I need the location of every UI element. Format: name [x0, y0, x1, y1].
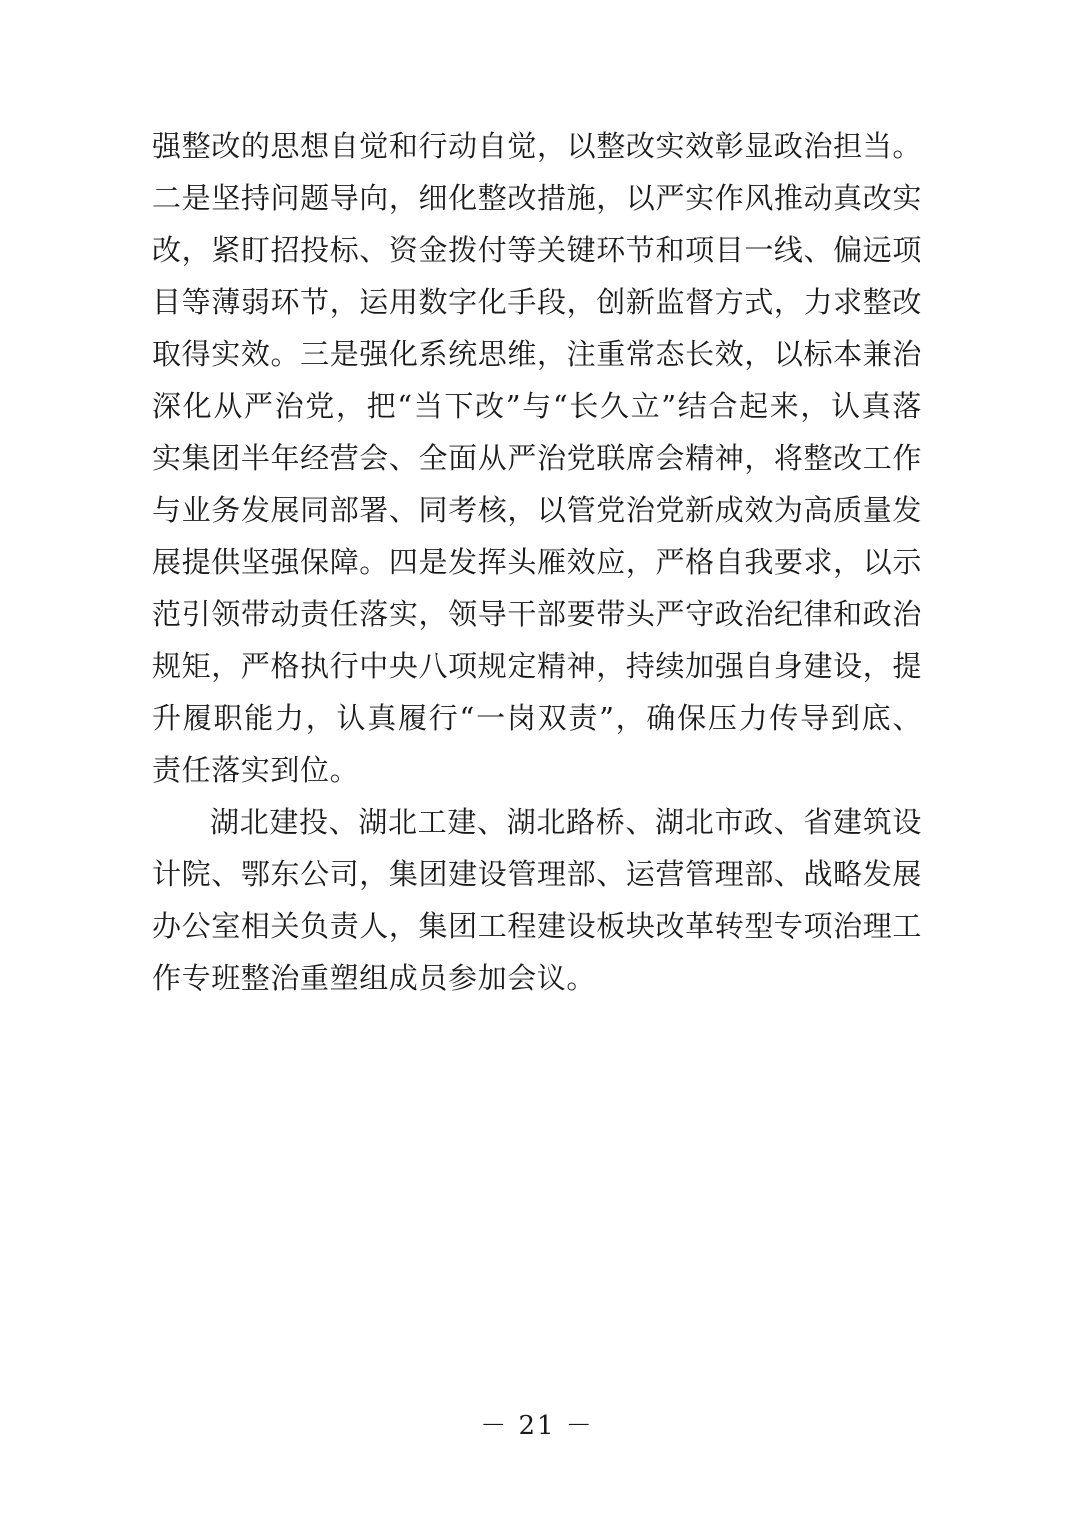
- page-number: － 21 －: [480, 1411, 594, 1441]
- paragraph-2: 湖北建投、湖北工建、湖北路桥、湖北市政、省建筑设计院、鄂东公司，集团建设管理部、运营管理部、战略发展办公室相关负责人，集团工程建设板块改革转型专项治理工作专班整治重塑组成员参加会议。: [152, 805, 922, 995]
- paragraph-1: 强整改的思想自觉和行动自觉，以整改实效彰显政治担当。二是坚持问题导向，细化整改措施，以严实作风推动真改实改，紧盯招投标、资金拨付等关键环节和项目一线、偏远项目等薄弱环节，运用数字化手段，创新监督方式，力求整改取得实效。三是强化系统思维，注重常态长效，以标本兼治深化从严治党，把“当下改”与“长久立”结合起来，认真落实集团半年经营会、全面从严治党联席会精神，将整改工作与业务发展同部署、同考核，以管党治党新成效为高质量发展提供坚强保障。四是发挥头雁效应，严格自我要求，以示范引领带动责任落实，领导干部要带头严守政治纪律和政治规矩，严格执行中央八项规定精神，持续加强自身建设，提升履职能力，认真履行“一岗双责”，确保压力传导到底、责任落实到位。: [152, 129, 922, 787]
- document-body: [152, 120, 922, 1004]
